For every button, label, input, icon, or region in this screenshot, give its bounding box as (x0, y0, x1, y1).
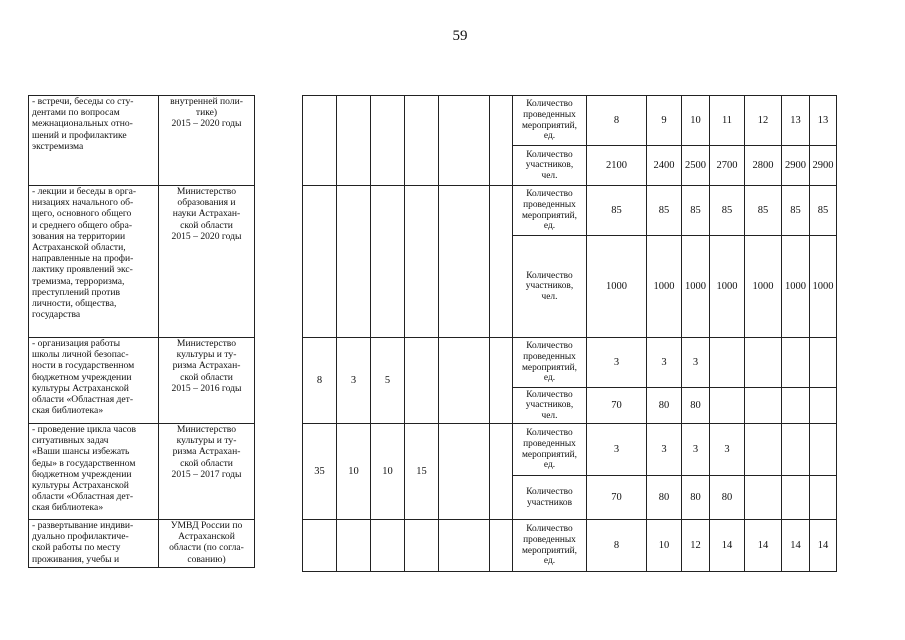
finance-cell (337, 96, 371, 186)
empty-cell (439, 338, 490, 424)
text-line: мероприятий, (522, 545, 577, 556)
finance-cell: 8 (303, 338, 337, 424)
indicator-value: 14 (810, 520, 837, 572)
indicator-value (782, 338, 810, 388)
indicator-value: 3 (710, 424, 745, 476)
indicator-value (782, 424, 810, 476)
indicator-value: 80 (647, 476, 682, 520)
measure-row (29, 338, 255, 424)
indicator-value: 8 (587, 520, 647, 572)
text-line: лактику проявлений экс- (32, 264, 133, 276)
text-line: Астраханской области, (32, 242, 126, 254)
empty-cell (439, 520, 490, 572)
indicator-label (513, 338, 587, 388)
indicator-value: 70 (587, 476, 647, 520)
text-line: беды» в государственном (32, 457, 136, 469)
indicator-value: 12 (745, 96, 782, 146)
indicator-value: 80 (710, 476, 745, 520)
empty-cell (439, 96, 490, 186)
text-line: «Ваши шансы избежать (32, 446, 130, 458)
finance-cell: 10 (371, 424, 405, 520)
indicator-value: 2700 (710, 146, 745, 186)
indicator-value: 85 (745, 186, 782, 236)
text-line: мероприятий, (522, 362, 577, 373)
indicator-value: 3 (682, 338, 710, 388)
text-line: участников, (525, 281, 574, 292)
measure-description (29, 520, 159, 568)
text-line: - встречи, беседы со сту- (32, 96, 134, 107)
text-line: личности, общества, (32, 298, 117, 310)
text-line: низациях начального об- (32, 197, 134, 209)
finance-cell: 15 (405, 424, 439, 520)
indicator-value: 13 (810, 96, 837, 146)
text-line: мероприятий, (522, 210, 577, 221)
indicator-value: 85 (782, 186, 810, 236)
finance-cell (405, 338, 439, 424)
text-line: проведенных (523, 351, 576, 362)
finance-cell (337, 186, 371, 338)
indicator-value: 85 (710, 186, 745, 236)
text-line: Количество (526, 389, 573, 400)
measure-description (29, 424, 159, 520)
measure-executor (159, 96, 255, 186)
text-line: межнациональных отно- (32, 118, 133, 130)
measure-executor (159, 424, 255, 520)
indicator-label (513, 424, 587, 476)
text-line: сованию) (187, 553, 226, 565)
text-line: Министерство (176, 186, 237, 197)
text-line: тике) (195, 107, 218, 119)
empty-cell (490, 520, 513, 572)
indicator-label (513, 146, 587, 186)
indicator-value: 2100 (587, 146, 647, 186)
text-line: ская библиотека» (32, 405, 104, 417)
text-line: тремизма, терроризма, (32, 275, 125, 287)
indicator-value: 8 (587, 96, 647, 146)
text-line: чел. (541, 291, 558, 302)
indicator-value (710, 388, 745, 424)
text-line: ности в государственном (32, 360, 135, 372)
finance-cell (303, 520, 337, 572)
text-line: проведенных (523, 438, 576, 449)
finance-cell (405, 520, 439, 572)
text-line: чел. (541, 170, 558, 181)
text-line: проведенных (523, 109, 576, 120)
text-line: культуры Астраханской (32, 382, 129, 394)
indicator-value: 1000 (682, 236, 710, 338)
text-line: образования и (177, 197, 236, 209)
text-line: щего, основного общего (32, 208, 132, 220)
indicator-value: 85 (647, 186, 682, 236)
indicator-value: 80 (682, 476, 710, 520)
measure-row (29, 424, 255, 520)
indicator-value: 85 (810, 186, 837, 236)
indicator-value: 13 (782, 96, 810, 146)
text-line: бюджетном учреждении (32, 468, 132, 480)
finance-cell: 3 (337, 338, 371, 424)
text-line: Количество (526, 149, 573, 160)
text-line: 2015 – 2020 годы (171, 118, 242, 130)
text-line: Количество (526, 486, 573, 497)
text-line: и среднего общего обра- (32, 219, 133, 231)
indicator-value: 1000 (745, 236, 782, 338)
indicator-value: 3 (587, 424, 647, 476)
indicator-value: 10 (647, 520, 682, 572)
indicator-value: 2900 (810, 146, 837, 186)
indicator-value: 85 (587, 186, 647, 236)
indicator-value: 3 (587, 338, 647, 388)
text-line: шений и профилактике (32, 129, 127, 141)
text-line: Министерство (176, 424, 237, 435)
text-line: школы личной безопас- (32, 349, 129, 361)
text-line: области «Областная дет- (32, 394, 134, 406)
text-line: бюджетном учреждении (32, 371, 132, 383)
indicator-value (745, 338, 782, 388)
text-line: Количество (526, 99, 573, 110)
text-line: Количество (526, 270, 573, 281)
text-line: ризма Астрахан- (172, 360, 241, 372)
measure-row (29, 520, 255, 568)
page-number: 59 (452, 28, 468, 44)
text-line: области «Областная дет- (32, 491, 134, 503)
indicator-value (745, 388, 782, 424)
text-line: Министерство (176, 338, 237, 349)
indicator-value: 2500 (682, 146, 710, 186)
text-line: Количество (526, 524, 573, 535)
indicator-value: 70 (587, 388, 647, 424)
indicator-value: 80 (682, 388, 710, 424)
finance-cell: 10 (337, 424, 371, 520)
text-line: науки Астрахан- (172, 208, 241, 220)
text-line: экстремизма (32, 140, 84, 152)
text-line: чел. (541, 410, 558, 421)
measure-description (29, 96, 159, 186)
empty-cell (490, 186, 513, 338)
indicator-value: 1000 (710, 236, 745, 338)
text-line: мероприятий, (522, 449, 577, 460)
indicator-value: 10 (682, 96, 710, 146)
text-line: - развертывание индиви- (32, 520, 134, 531)
finance-cell (405, 96, 439, 186)
empty-cell (490, 338, 513, 424)
indicator-value: 11 (710, 96, 745, 146)
indicators-table (302, 95, 837, 572)
text-line: ед. (543, 131, 556, 142)
text-line: проведенных (523, 199, 576, 210)
text-line: области (по согла- (169, 542, 244, 554)
indicator-value: 3 (647, 338, 682, 388)
indicator-value: 9 (647, 96, 682, 146)
text-line: проживания, учебы и (32, 553, 120, 565)
indicator-value: 80 (647, 388, 682, 424)
finance-cell (303, 186, 337, 338)
indicator-value: 14 (782, 520, 810, 572)
finance-cell (337, 520, 371, 572)
text-line: проведенных (523, 534, 576, 545)
indicator-value: 14 (745, 520, 782, 572)
indicator-value: 2800 (745, 146, 782, 186)
empty-cell (439, 186, 490, 338)
empty-cell (490, 424, 513, 520)
finance-cell (371, 96, 405, 186)
text-line: культуры Астраханской (32, 480, 129, 492)
indicator-value (810, 476, 837, 520)
text-line: 2015 – 2016 годы (171, 382, 242, 394)
indicator-value: 12 (682, 520, 710, 572)
text-line: культуры и ту- (176, 435, 237, 447)
text-line: ская библиотека» (32, 502, 104, 514)
text-line: ед. (543, 221, 556, 232)
text-line: ед. (543, 556, 556, 567)
measure-row (29, 186, 255, 338)
text-line: зования на территории (32, 230, 126, 242)
indicator-label (513, 476, 587, 520)
text-line: ской работы по месту (32, 542, 121, 554)
measure-executor (159, 186, 255, 338)
indicator-value (810, 338, 837, 388)
measure-description (29, 338, 159, 424)
measure-description (29, 186, 159, 338)
indicator-value: 2400 (647, 146, 682, 186)
text-line: дуально профилактиче- (32, 531, 129, 543)
text-line: внутренней поли- (170, 96, 243, 107)
text-line: участников, (525, 400, 574, 411)
indicator-label (513, 388, 587, 424)
indicator-value (810, 424, 837, 476)
text-line: УМВД России по (170, 520, 243, 531)
text-line: ской области (180, 371, 233, 383)
indicator-label (513, 96, 587, 146)
text-line: участников, (525, 160, 574, 171)
finance-cell: 35 (303, 424, 337, 520)
measure-row (29, 96, 255, 186)
indicator-value (710, 338, 745, 388)
indicator-value: 14 (710, 520, 745, 572)
text-line: государства (32, 309, 81, 321)
indicator-value: 1000 (810, 236, 837, 338)
indicator-value (782, 388, 810, 424)
indicator-value: 1000 (782, 236, 810, 338)
indicator-value (810, 388, 837, 424)
indicator-label (513, 186, 587, 236)
finance-cell (303, 96, 337, 186)
empty-cell (490, 96, 513, 186)
text-line: участников (526, 497, 573, 508)
text-line: направленные на профи- (32, 253, 134, 265)
text-line: ед. (543, 460, 556, 471)
indicator-value: 1000 (647, 236, 682, 338)
text-line: ситуативных задач (32, 435, 109, 447)
text-line: - проведение цикла часов (32, 424, 137, 435)
text-line: преступлений против (32, 286, 120, 298)
text-line: 2015 – 2017 годы (171, 468, 242, 480)
text-line: Астраханской (178, 531, 235, 543)
text-line: ризма Астрахан- (172, 446, 241, 458)
indicator-value: 3 (647, 424, 682, 476)
text-line: дентами по вопросам (32, 107, 120, 119)
finance-cell: 5 (371, 338, 405, 424)
finance-cell (371, 520, 405, 572)
text-line: мероприятий, (522, 120, 577, 131)
indicator-label (513, 236, 587, 338)
text-line: - лекции и беседы в орга- (32, 186, 137, 197)
measure-executor (159, 520, 255, 568)
empty-cell (439, 424, 490, 520)
text-line: - организация работы (32, 338, 121, 349)
indicator-label (513, 520, 587, 572)
indicator-value (782, 476, 810, 520)
indicator-value: 3 (682, 424, 710, 476)
text-line: культуры и ту- (176, 349, 237, 361)
indicator-value (745, 424, 782, 476)
finance-cell (405, 186, 439, 338)
text-line: 2015 – 2020 годы (171, 230, 242, 242)
text-line: Количество (526, 428, 573, 439)
text-line: Количество (526, 341, 573, 352)
indicator-value: 2900 (782, 146, 810, 186)
text-line: ед. (543, 373, 556, 384)
text-line: Количество (526, 189, 573, 200)
measures-table (28, 95, 255, 568)
text-line: ской области (180, 457, 233, 469)
text-line: ской области (180, 219, 233, 231)
indicator-value: 1000 (587, 236, 647, 338)
indicator-value: 85 (682, 186, 710, 236)
measure-executor (159, 338, 255, 424)
indicator-value (745, 476, 782, 520)
finance-cell (371, 186, 405, 338)
